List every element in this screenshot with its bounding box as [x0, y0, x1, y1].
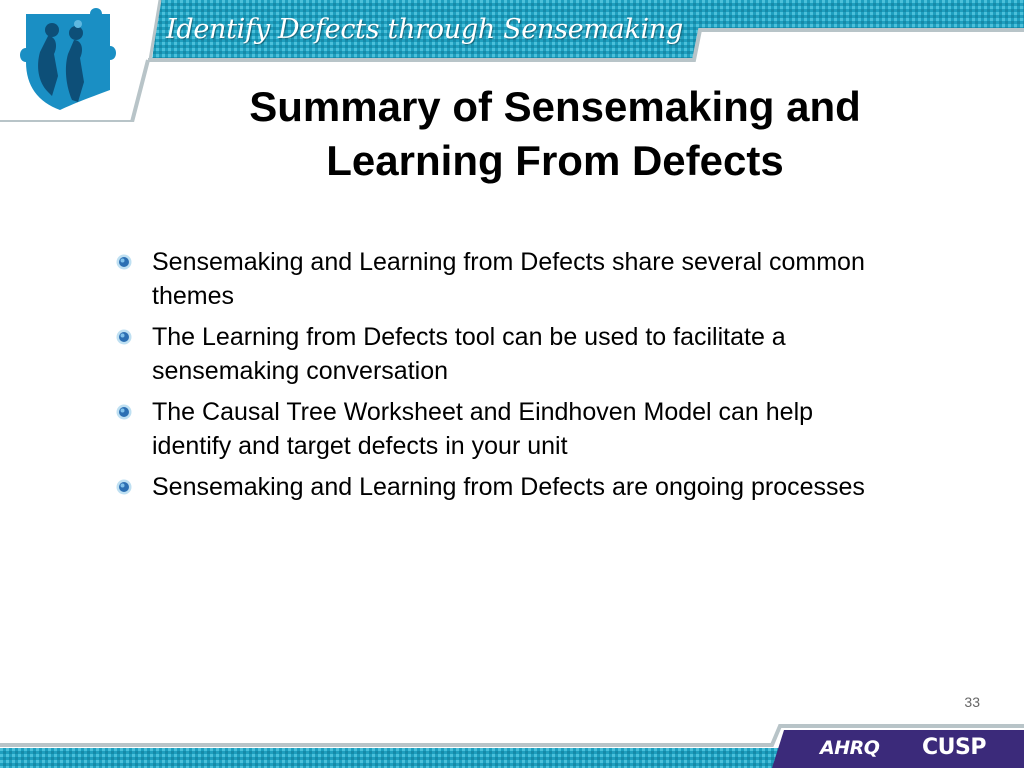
bullet-circle-icon [116, 254, 132, 270]
bullet-circle-icon [116, 329, 132, 345]
bullet-item [112, 245, 872, 313]
bullet-text: The Learning from Defects tool can be used to facilitate a sensemaking conversation [152, 323, 786, 385]
slide-title-line-2: Learning From Defects [326, 137, 784, 184]
bullet-list [112, 245, 872, 511]
bullet-text: Sensemaking and Learning from Defects are ongoing processes [152, 473, 865, 501]
page-number: 33 [964, 694, 980, 710]
puzzle-people-icon [18, 6, 118, 111]
cusp-logo: CUSP [922, 735, 986, 760]
section-title: Identify Defects through Sensemaking [166, 14, 683, 45]
bullet-circle-icon [116, 404, 132, 420]
slide-title [150, 80, 960, 188]
ahrq-logo: AHRQ [820, 737, 880, 759]
bullet-text: Sensemaking and Learning from Defects share several common themes [152, 248, 865, 310]
slide-title-line-1: Summary of Sensemaking and [249, 83, 861, 130]
bullet-item [112, 470, 872, 504]
bullet-text: The Causal Tree Worksheet and Eindhoven Model can help identify and target defects in your unit [152, 398, 814, 460]
bullet-item [112, 395, 872, 463]
bullet-circle-icon [116, 479, 132, 495]
bullet-item [112, 320, 872, 388]
